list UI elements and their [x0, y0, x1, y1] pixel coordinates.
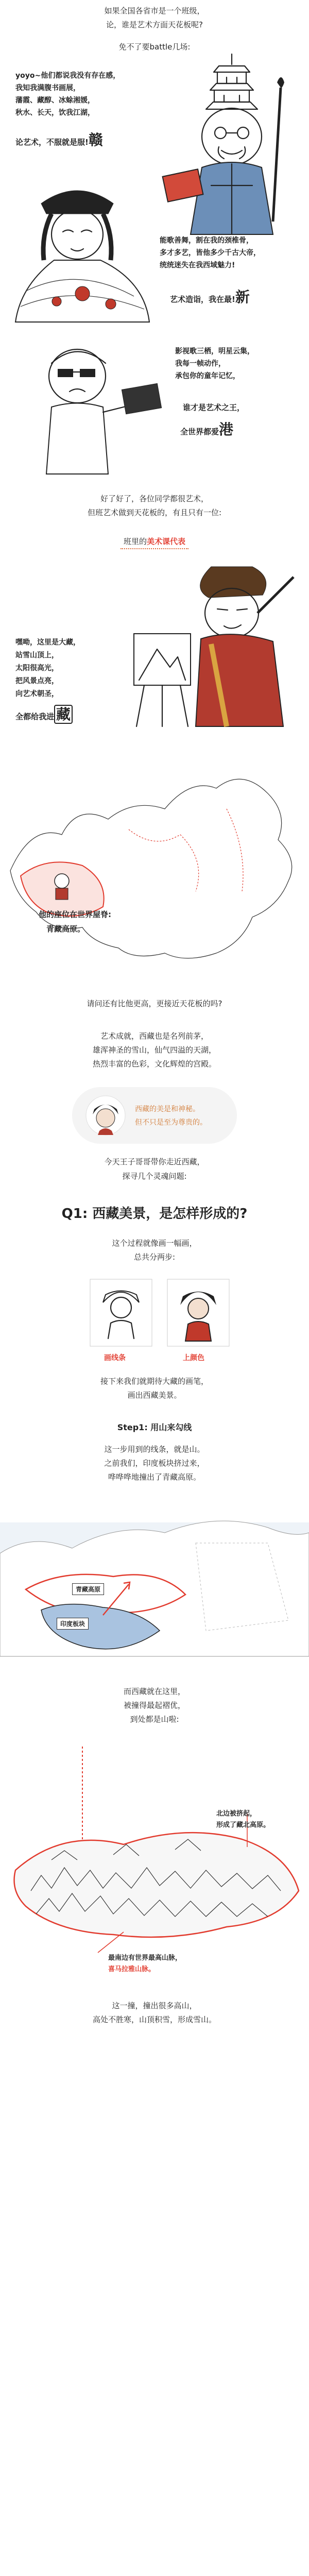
china-map-illustration [0, 757, 309, 974]
speech-line: 秋水、长天，饮我江湖， [15, 109, 95, 117]
step1-para-3: 哗哗哗地撞出了青藏高原。 [108, 1472, 201, 1482]
line-drawing-illustration [88, 1277, 154, 1349]
jiangxi-speech [15, 70, 120, 119]
claim-text: 全都给我进 [15, 712, 55, 721]
art-para-2: 雄浑神圣的雪山，仙气四溢的天湖， [92, 1045, 216, 1055]
step1-para-text: 这一步用到的线条，就是山。 [104, 1445, 205, 1454]
label-line: 北边被挤起， [216, 1810, 257, 1818]
jiangxi-claim [15, 129, 103, 149]
speech-line: 嘿呦，这里是大藏， [15, 638, 80, 647]
north-plateau-label [216, 1808, 270, 1831]
speech-line: 承包你的童年记忆， [175, 372, 240, 380]
quote-text [135, 1103, 207, 1129]
speech-line: yoyo~他们都说我没有存在感， [15, 72, 121, 80]
quote-line: 西藏的美是和神秘。 [135, 1105, 200, 1113]
big-character: 赣 [88, 131, 103, 148]
speech-line: 多才多艺，皆他多少千古大帝， [160, 249, 261, 257]
label-add-color: 上颜色 [183, 1354, 204, 1362]
speech-line: 站雪山顶上， [15, 651, 59, 659]
intro-line-3: 免不了要battle几场: [118, 42, 191, 52]
claim-text: 全世界都爱 [180, 427, 219, 436]
big-character: 新 [235, 289, 250, 306]
guide-line-1: 今天王子哥哥带你走近西藏， [104, 1157, 205, 1166]
art-para-3: 热烈丰富的色彩，文化辉煌的宫殿。 [92, 1059, 216, 1069]
big-character: 藏 [54, 705, 73, 724]
speech-line: 统统迷失在我西域魅力! [160, 261, 235, 269]
tibet-character-icon [55, 874, 69, 900]
after-line-1: 而西藏就在这里， [123, 1687, 185, 1696]
tibet-mountain-map [0, 1736, 309, 1978]
step1-para-1 [0, 1443, 309, 1456]
rep-prefix: 班里的 [123, 537, 147, 546]
clapperboard-icon [122, 380, 161, 414]
map1-line-1: 他的座位在世界屋脊: [39, 910, 111, 919]
label-plateau: 青藏高原 [72, 1583, 104, 1595]
ending-line-2: 高处不胜寒，山顶积雪，形成雪山。 [92, 2015, 216, 2024]
label-line: 最南边有世界最高山脉， [108, 1954, 182, 1962]
guide-line-2: 探寻几个灵魂问题: [122, 1172, 187, 1181]
after-line-2: 被撞得最起褶优， [123, 1701, 185, 1710]
xinjiang-claim [170, 286, 250, 307]
transition-line-1: 好了好了，各位同学都很艺术， [100, 494, 209, 503]
speech-line: 我知我满腹书画展， [15, 84, 80, 92]
speech-line: 影视歌三栖，明星云集， [175, 347, 254, 355]
color-drawing-illustration [165, 1277, 232, 1349]
rep-highlight: 美术课代表 [147, 537, 186, 546]
label-draw-lines: 画线条 [104, 1354, 126, 1362]
jiangxi-character-illustration [154, 52, 309, 237]
tibet-claim [15, 703, 73, 724]
next-line-1: 接下来我们就期待大藏的画笔， [100, 1377, 209, 1386]
easel-icon [134, 634, 191, 726]
hongkong-line4: 谁才是艺术之王， [183, 403, 245, 412]
question-line: 请问还有比他更高，更接近天花板的吗? [87, 999, 222, 1008]
hongkong-speech [175, 345, 254, 382]
intro-line-2: 论，谁是艺术方面天花板呢? [106, 20, 203, 29]
hongkong-actor-illustration [21, 335, 165, 484]
pagoda-icon [206, 54, 258, 109]
xinjiang-dancer-illustration [5, 173, 160, 327]
big-character: 港 [219, 421, 234, 438]
claim-text: 艺术造诣，我在最! [170, 295, 235, 304]
after-line-3: 到处都是山啦: [130, 1715, 179, 1724]
speech-line: 藩霞、藏醇、冰蜍湘媛， [15, 96, 95, 105]
plate-collision-map [0, 1492, 309, 1677]
speech-line: 把风景点亮， [15, 677, 59, 685]
label-line: 形成了藏北高原。 [216, 1821, 270, 1829]
next-line-2: 画出西藏美景。 [127, 1391, 182, 1400]
speech-line: 我每一帧动作， [175, 360, 226, 368]
q1-sub-1: 这个过程就像画一幅画， [112, 1239, 197, 1248]
intro-line-1: 如果全国各省市是一个班级， [104, 6, 205, 15]
class-representative [0, 536, 309, 547]
xinjiang-speech [160, 234, 261, 272]
label-line: 喜马拉雅山脉。 [108, 1965, 156, 1973]
speech-line: 能歌善舞，割在我的颈椎骨， [160, 236, 253, 245]
transition-line-2: 但班艺术做到天花板的，有且只有一位: [87, 508, 222, 517]
q1-sub-2: 总共分两步: [133, 1252, 176, 1262]
map1-line-2: 青藏高原。 [46, 924, 85, 934]
label-indian-plate: 印度板块 [57, 1618, 89, 1630]
hongkong-claim [180, 418, 233, 439]
speech-line: 向艺术朝圣， [15, 690, 59, 698]
ending-line-1: 这一撞，撞出很多高山， [112, 2001, 197, 2010]
q1-title: Q1: 西藏美景，是怎样形成的? [61, 1206, 248, 1222]
step1-title: Step1: 用山来勾线 [117, 1422, 192, 1432]
claim-text: 论艺术，不服就是服! [15, 138, 89, 147]
quote-line: 但不只是至为尊贵的。 [135, 1118, 207, 1127]
step1-para-2: 之前我们，印度板块挤过来， [104, 1459, 205, 1468]
himalaya-label [108, 1953, 182, 1975]
art-para-1: 艺术成就，西藏也是名列前茅， [100, 1031, 209, 1041]
speech-line: 太阳很高光， [15, 664, 59, 672]
tibet-painter-illustration [108, 556, 309, 732]
tibet-speech [15, 636, 80, 701]
avatar [85, 1095, 126, 1136]
